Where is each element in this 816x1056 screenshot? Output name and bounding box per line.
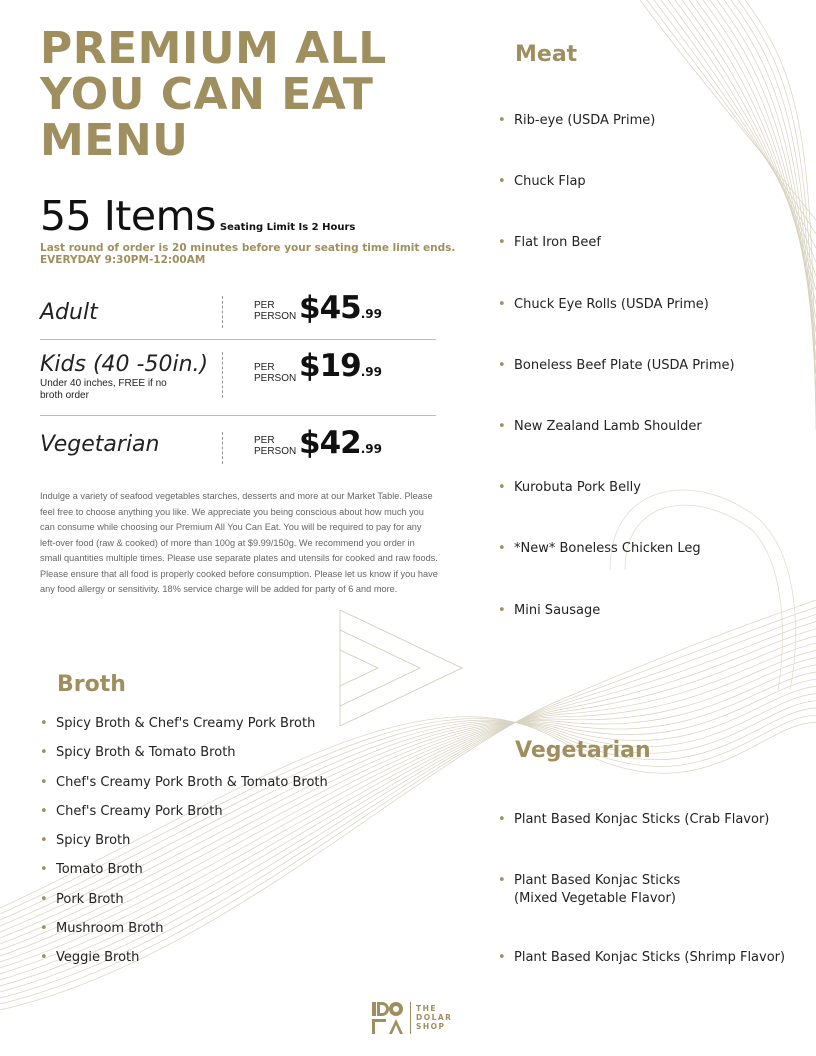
price-row-kids — [40, 348, 436, 414]
list-item: • Chuck Flap — [498, 173, 798, 234]
logo-text: THE DOLAR SHOP — [416, 1004, 453, 1031]
list-item: • Plant Based Konjac Sticks (Shrimp Flavor) — [498, 949, 798, 967]
vegetarian-heading: Vegetarian — [515, 738, 651, 763]
meat-list — [498, 112, 798, 663]
list-item: • Veggie Broth — [40, 949, 420, 967]
per-person-label: PER PERSON — [254, 300, 297, 322]
list-item: • Tomato Broth — [40, 861, 420, 879]
logo-divider — [410, 1002, 411, 1034]
items-count: 55 Items — [40, 192, 216, 240]
per-person-label: PER PERSON — [254, 435, 297, 457]
list-item: • Boneless Beef Plate (USDA Prime) — [498, 357, 798, 418]
broth-heading: Broth — [57, 672, 126, 697]
price-divider — [222, 352, 223, 398]
list-item: • Plant Based Konjac Sticks (Mixed Vegetable Flavor) — [498, 872, 798, 949]
seating-limit: Seating Limit Is 2 Hours — [219, 222, 356, 233]
price-label: Vegetarian — [40, 432, 160, 457]
last-round-text: Last round of order is 20 minutes before your seating time limit ends. — [40, 242, 456, 254]
list-item: • Plant Based Konjac Sticks (Crab Flavor) — [498, 811, 798, 872]
list-item: • *New* Boneless Chicken Leg — [498, 540, 798, 601]
list-item: • Spicy Broth & Tomato Broth — [40, 744, 420, 762]
price-separator — [40, 339, 436, 340]
list-item: • Flat Iron Beef — [498, 234, 798, 295]
list-item: • Chef's Creamy Pork Broth & Tomato Broth — [40, 774, 420, 792]
list-item: • Chef's Creamy Pork Broth — [40, 803, 420, 821]
price-label: Kids (40 -50in.) — [40, 352, 209, 377]
price-amount: $42.99 — [299, 425, 382, 461]
price-separator — [40, 415, 436, 416]
broth-list — [40, 715, 420, 979]
price-amount: $45.99 — [299, 290, 382, 326]
list-item: • New Zealand Lamb Shoulder — [498, 418, 798, 479]
list-item: • Kurobuta Pork Belly — [498, 479, 798, 540]
vegetarian-list — [498, 811, 798, 967]
logo-mark-icon — [372, 1002, 406, 1034]
list-item: • Spicy Broth — [40, 832, 420, 850]
last-round-notice — [40, 242, 460, 266]
list-item: • Pork Broth — [40, 891, 420, 909]
list-item: • Rib-eye (USDA Prime) — [498, 112, 798, 173]
price-row-vegetarian — [40, 425, 436, 494]
page-title: PREMIUM ALL YOU CAN EAT MENU — [40, 23, 387, 166]
hours-text: EVERYDAY 9:30PM-12:00AM — [40, 254, 206, 266]
meat-heading: Meat — [515, 42, 578, 67]
price-divider — [222, 432, 223, 464]
items-count-line — [40, 192, 355, 240]
list-item: • Mushroom Broth — [40, 920, 420, 938]
description-paragraph: Indulge a variety of seafood vegetables starches, desserts and more at our Market Table. Please feel free to choose anything you like. We appreciate you being conscious about how much you can consume while choosing our Premium All You Can Eat. You will be required to pay for any left-over food (raw & cooked) of more than 100g at $9.99/150g. We recommend you order in small quantities multiple times. Please use separate plates and utensils for cooked and raw foods. Please ensure that all food is properly cooked before consumption. Please let us know if you have any food allergy or sensitivity. 18% service charge will be added for party of 6 and more. — [40, 491, 438, 594]
price-amount: $19.99 — [299, 348, 382, 384]
list-item: • Spicy Broth & Chef's Creamy Pork Broth — [40, 715, 420, 733]
price-divider — [222, 296, 223, 328]
price-label: Adult — [40, 300, 98, 325]
list-item: • Chuck Eye Rolls (USDA Prime) — [498, 296, 798, 357]
per-person-label: PER PERSON — [254, 362, 297, 384]
list-item: • Mini Sausage — [498, 602, 798, 663]
price-sublabel: Under 40 inches, FREE if no broth order — [40, 378, 167, 401]
